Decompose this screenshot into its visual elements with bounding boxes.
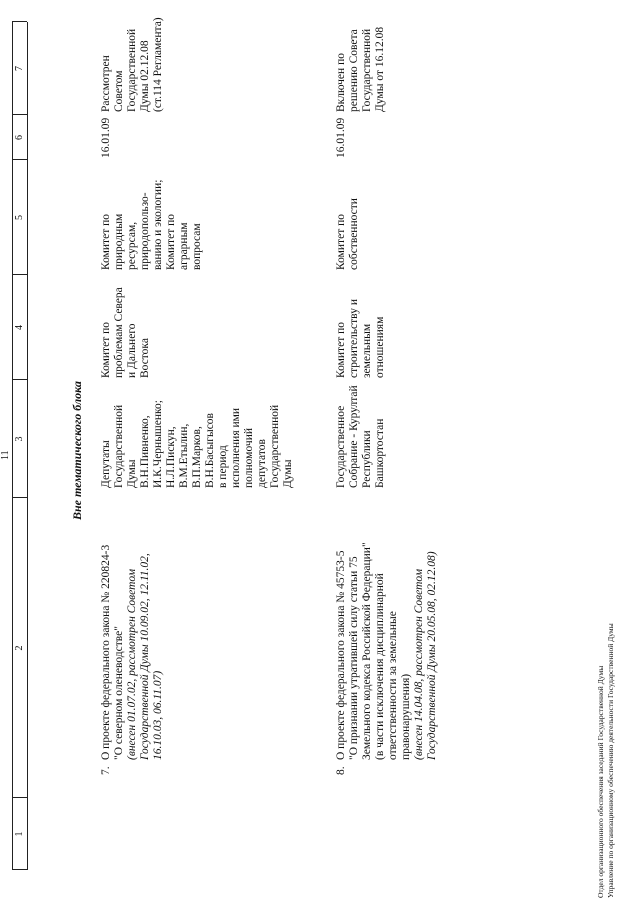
column-header-2: 2 — [14, 645, 25, 651]
row-number: 7. — [100, 766, 112, 775]
column-header-3: 3 — [14, 436, 25, 442]
responsible-committee: Комитет по проблемам Севера и Дальнего Востока — [100, 287, 151, 378]
bill-status: Рассмотрен Советом Государственной Думы 02.12.08 (ст.114 Регламента) — [100, 17, 164, 112]
bill-status: Включен по решению Совета Государственной Думы от 16.12.08 — [335, 26, 386, 112]
co-committees: Комитет по природным ресурсам, природопользо- ванию и экологии; Комитет по аграрным вопросам — [100, 179, 203, 270]
responsible-committee: Комитет по строительству и земельным отношениям — [335, 299, 386, 378]
bill-title: О проекте федерального закона № 220824-3 "О северном оленеводстве" (внесен 01.07.02, рассмотрен Советом Государственной Думы 10.09.02, 12.11.02, 16.10.03, 06.11.07) — [100, 510, 165, 760]
footer-note: Отдел организационного обеспечения заседаний Государственной Думы Управление по организационному обеспечению деятельности Государственной Думы — [596, 623, 615, 898]
bill-title: О проекте федерального закона № 45753-5 "О признании утратившей силу статьи 75 Земельного кодекса Российской Федерации" (в части исключения дисциплинарной ответственности за земельные правонарушения) (внесен 14.04.08, рассмотрен Советом Государственной Думы 20.05.08, 02.12.08) — [335, 505, 439, 760]
column-header-4: 4 — [14, 325, 25, 330]
bill-authors: Депутаты Государственной Думы В.Н.Пивненко, И.К.Чернышенко; Н.Л.Пискун, В.М.Етылин, В.П.Марков, В.Н.Басыгысов в период исполнения ими полномочий депутатов Государственной Думы — [100, 400, 294, 488]
review-date: 16.01.09 — [335, 117, 347, 158]
page-number: 11 — [0, 450, 11, 460]
column-header-5: 5 — [14, 215, 25, 220]
bill-note: (внесен 14.04.08, рассмотрен Советом — [413, 568, 425, 760]
bill-note: (внесен 01.07.02, рассмотрен Советом — [126, 568, 138, 760]
section-title: Вне тематического блока — [70, 381, 84, 520]
column-header-1: 1 — [14, 831, 25, 837]
column-header-7: 7 — [14, 66, 25, 71]
bill-authors: Государственное Собрание - Курултай Республики Башкортостан — [335, 385, 386, 488]
column-header-6: 6 — [14, 135, 25, 140]
co-committees: Комитет по собственности — [335, 198, 360, 270]
row-number: 8. — [335, 766, 347, 775]
review-date: 16.01.09 — [100, 117, 112, 158]
